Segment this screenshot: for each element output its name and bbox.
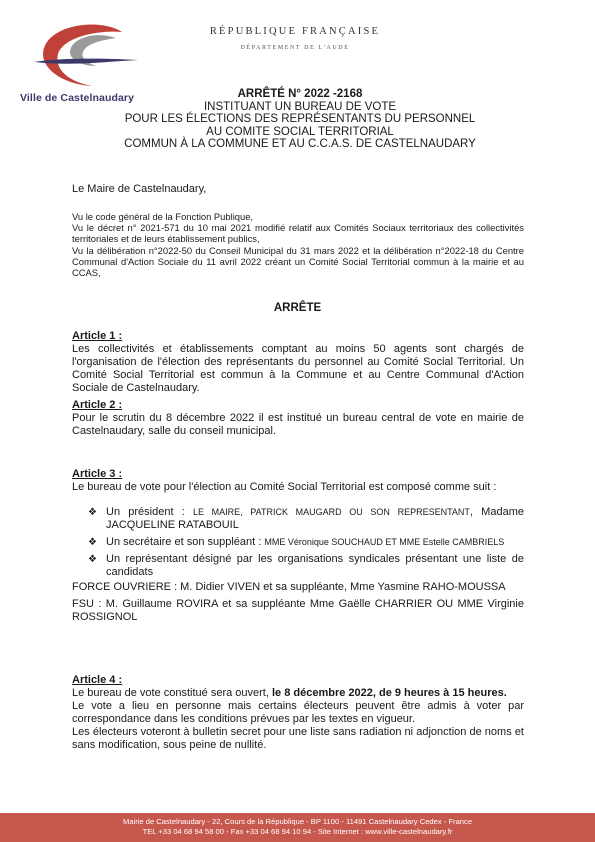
list-item: ❖ Un président : LE MAIRE, PATRICK MAUGARD OU SON REPRESENTANT, Madame JACQUELINE RATABOUIL: [88, 506, 524, 531]
intro-text: Le Maire de Castelnaudary,: [72, 183, 207, 195]
article-text: Les collectivités et établissements comptant au moins 50 agents sont chargés de l'organisation de l'élection des représentants du personnel au Comité Social Territorial. Un Comité Social Territorial est commun à la Commune et au Centre Communal d'Action Sociale de Castelnaudary.: [72, 343, 524, 394]
article-text: Pour le scrutin du 8 décembre 2022 il est institué un bureau central de vote en mairie de Castelnaudary, salle du conseil municipal.: [72, 412, 524, 437]
page-footer: [0, 813, 595, 842]
decree-title-line: AU COMITE SOCIAL TERRITORIAL: [206, 125, 394, 138]
footer-address: Mairie de Castelnaudary - 22, Cours de la République - BP 1100 - 11491 Castelnaudary Cedex - France: [122, 817, 473, 826]
city-name: Ville de Castelnaudary: [20, 92, 135, 104]
article-title: Article 3 :: [72, 468, 123, 480]
diamond-bullet-icon: ❖: [88, 537, 97, 548]
union-fsu: FSU : M. Guillaume ROVIRA et sa suppléante Mme Gaëlle CHARRIER OU MME Virginie ROSSIGNOL: [72, 598, 524, 623]
article-text: Le bureau de vote constitué sera ouvert, le 8 décembre 2022, de 9 heures à 15 heures.: [72, 687, 507, 699]
article-1: [72, 330, 524, 395]
article-2: [72, 399, 524, 438]
republic-title: RÉPUBLIQUE FRANÇAISE: [209, 26, 381, 37]
decree-title: [90, 88, 510, 151]
arrete-heading: ARRÊTE: [273, 302, 322, 314]
article-4: [72, 674, 524, 752]
article-title: Article 4 :: [72, 674, 123, 686]
vu-item: Vu le décret n° 2021-571 du 10 mai 2021 modifié relatif aux Comités Sociaux territoriaux des collectivités territoriales et de leurs établissement publics,: [72, 222, 524, 245]
diamond-bullet-icon: ❖: [88, 554, 97, 565]
article-title: Article 1 :: [72, 330, 123, 342]
list-item: ❖ Un secrétaire et son suppléant : MME Véronique SOUCHAUD ET MME Estelle CAMBRIELS: [88, 536, 505, 548]
decree-title-line: COMMUN À LA COMMUNE ET AU C.C.A.S. DE CASTELNAUDARY: [124, 138, 476, 151]
vu-item: Vu le code général de la Fonction Publique,: [72, 211, 254, 222]
article-3: [72, 468, 524, 624]
article-title: Article 2 :: [72, 399, 123, 411]
article-text: Les électeurs voteront à bulletin secret pour une liste sans radiation ni adjonction de noms et sans modification, sous peine de nullité.: [72, 726, 524, 751]
vu-section: [72, 211, 524, 278]
footer-contact: TEL +33 04 68 94 58 00 - Fax +33 04 68 94 10 94 - Site Internet : www.ville-castelnaudary.fr: [142, 827, 453, 836]
vu-item: Vu la délibération n°2022-50 du Conseil Municipal du 31 mars 2022 et la délibération n°2022-18 du Centre Communal d'Action Sociale du 11 avril 2022 créant un Comité Social Territorial commun à la mairie et au CCAS,: [72, 244, 524, 279]
decree-number: ARRÊTÉ N° 2022 -2168: [237, 88, 363, 100]
republic-header: [180, 26, 410, 51]
article-text: Le bureau de vote pour l'élection au Comité Social Territorial est composé comme suit :: [72, 481, 497, 493]
union-fo: FORCE OUVRIERE : M. Didier VIVEN et sa suppléante, Mme Yasmine RAHO-MOUSSA: [72, 581, 506, 593]
decree-title-line: INSTITUANT UN BUREAU DE VOTE: [203, 100, 397, 113]
decree-title-line: POUR LES ÉLECTIONS DES REPRÉSENTANTS DU PERSONNEL: [124, 113, 476, 126]
article-text: Le vote a lieu en personne mais certains électeurs peuvent être admis à voter par correspondance dans les conditions prévues par les textes en vigueur.: [72, 700, 524, 725]
department-title: DÉPARTEMENT DE L'AUDE: [240, 45, 350, 51]
diamond-bullet-icon: ❖: [88, 507, 97, 518]
list-item: ❖ Un représentant désigné par les organisations syndicales présentant une liste de candidats: [88, 553, 524, 578]
castelnaudary-logo-icon: [30, 22, 142, 94]
